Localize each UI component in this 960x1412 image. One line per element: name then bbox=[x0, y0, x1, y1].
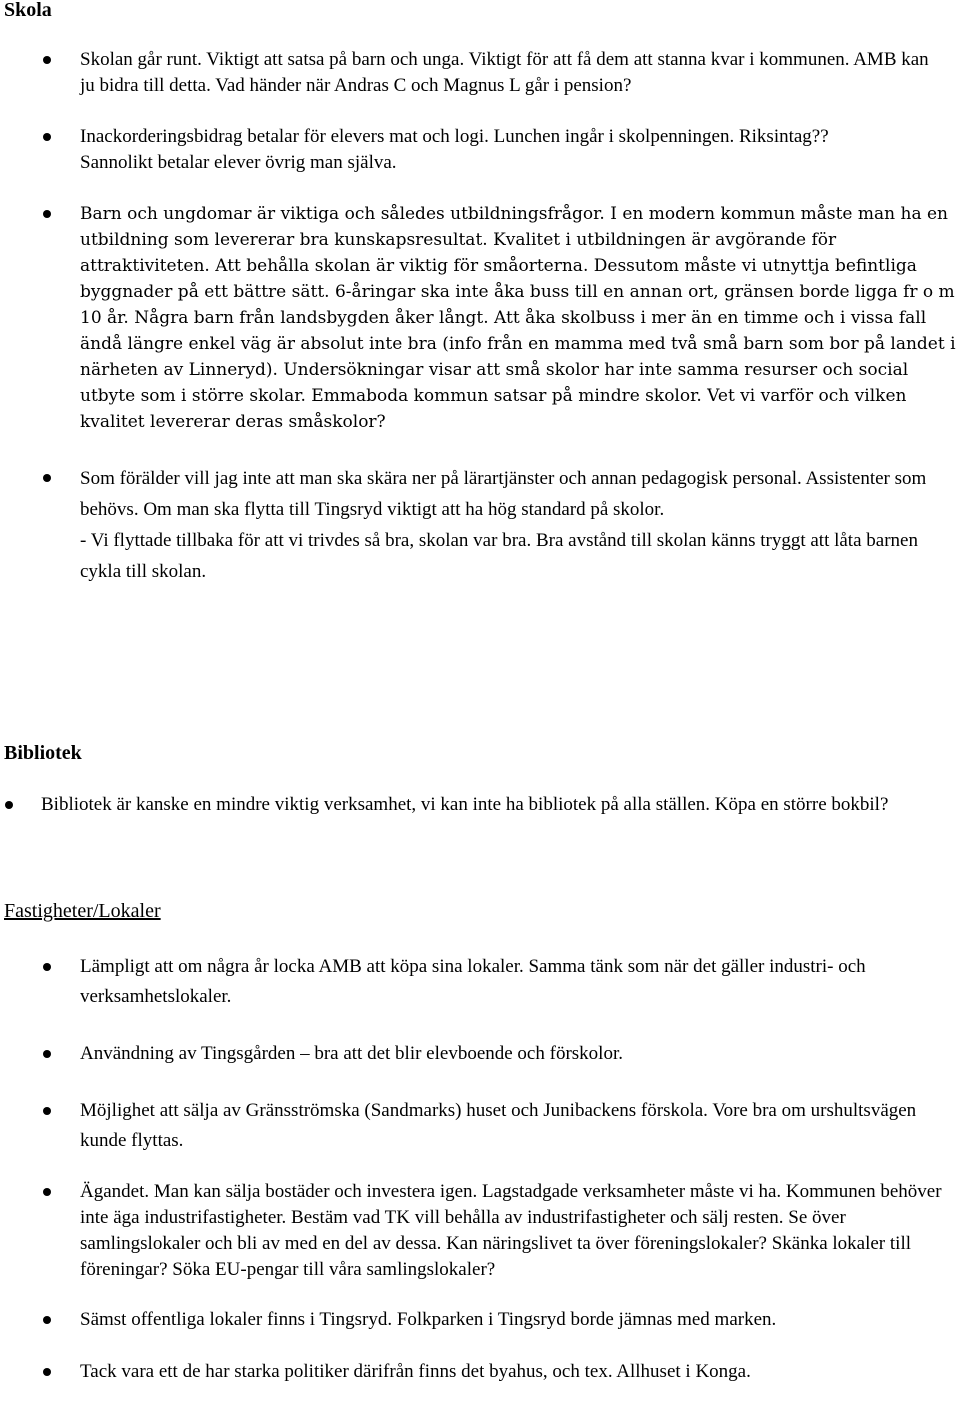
list-item bbox=[0, 1096, 960, 1156]
fastigheter-list bbox=[0, 952, 960, 1385]
bullet-icon bbox=[43, 1050, 51, 1058]
list-item-text: Sämst offentliga lokaler finns i Tingsryd. Folkparken i Tingsryd borde jämnas med marken. bbox=[80, 1309, 777, 1330]
bullet-icon bbox=[43, 1188, 51, 1196]
bullet-icon bbox=[43, 133, 51, 141]
list-item-text: Bibliotek är kanske en mindre viktig verksamhet, vi kan inte ha bibliotek på alla ställen. Köpa en större bokbil? bbox=[41, 794, 889, 815]
bullet-icon bbox=[43, 1316, 51, 1324]
list-item-text: Tack vara ett de har starka politiker därifrån finns det byahus, och tex. Allhuset i Konga. bbox=[80, 1361, 751, 1382]
list-item bbox=[0, 1039, 960, 1069]
list-item bbox=[0, 463, 960, 525]
bullet-icon bbox=[5, 801, 13, 809]
bibliotek-list bbox=[0, 792, 960, 818]
list-item-text: Som förälder vill jag inte att man ska skära ner på lärartjänster och annan pedagogisk personal. Assistenter som behövs. Om man ska flytta till Tingsryd viktigt att ha hög standard på skolor. bbox=[80, 468, 927, 520]
list-item bbox=[0, 792, 960, 818]
bullet-icon bbox=[43, 1107, 51, 1115]
heading-bibliotek: Bibliotek bbox=[4, 742, 82, 764]
list-item bbox=[0, 1359, 960, 1385]
skola-list bbox=[0, 47, 960, 587]
list-item-text: Skolan går runt. Viktigt att satsa på barn och unga. Viktigt för att få dem att stanna kvar i kommunen. AMB kan ju bidra till detta. Vad händer när Andras C och Magnus L går i pension? bbox=[80, 49, 929, 96]
heading-skola: Skola bbox=[4, 0, 52, 21]
list-item-text: Lämpligt att om några år locka AMB att köpa sina lokaler. Samma tänk som när det gäller industri- och verksamhetslokaler. bbox=[80, 956, 866, 1007]
list-item-text: Inackorderingsbidrag betalar för elevers mat och logi. Lunchen ingår i skolpenningen. Riksintag?? Sannolikt betalar elever övrig man själva. bbox=[80, 126, 829, 173]
list-item-text: - Vi flyttade tillbaka för att vi trivdes så bra, skolan var bra. Bra avstånd till skolan känns tryggt att låta barnen cykla till skolan. bbox=[80, 530, 918, 582]
list-item-text: Användning av Tingsgården – bra att det blir elevboende och förskolor. bbox=[80, 1043, 623, 1064]
bullet-icon bbox=[43, 1368, 51, 1376]
list-item-text: Möjlighet att sälja av Gränsströmska (Sandmarks) huset och Junibackens förskola. Vore bra om urshultsvägen kunde flyttas. bbox=[80, 1100, 917, 1151]
list-item bbox=[0, 201, 960, 435]
bullet-icon bbox=[43, 474, 51, 482]
list-item-text: Barn och ungdomar är viktiga och således utbildningsfrågor. I en modern kommun måste man ha en utbildning som levererar bra kunskapsresultat. Kvalitet i utbildningen är avgörande för attraktiviteten. Att behålla skolan är viktig för småorterna. Dessutom måste vi utnyttja befintliga byggnader på ett bättre sätt. 6-åringar ska inte åka buss till en annan ort, gränsen borde ligga fr o m 10 år. Några barn från landsbygden åker långt. Att åka skolbuss i mer än en timme och i vissa fall ändå längre enkel väg är absolut inte bra (info från en mamma med två små barn som bor på landet i närheten av Linneryd). Undersökningar visar att små skolor har inte samma resurser och social utbyte som i större skolar. Emmaboda kommun satsar på mindre skolor. Vet vi varför och vilken kvalitet levererar deras småskolor? bbox=[80, 204, 956, 432]
bullet-icon bbox=[43, 963, 51, 971]
list-item-text: Ägandet. Man kan sälja bostäder och investera igen. Lagstadgade verksamheter måste vi ha. Kommunen behöver inte äga industrifastigheter. Bestäm vad TK vill behålla av industrifastigheter och sälj resten. Se över samlingslokaler och bli av med en del av dessa. Kan näringslivet ta över föreningslokaler? Skänka lokaler till föreningar? Söka EU-pengar till våra samlingslokaler? bbox=[80, 1181, 942, 1280]
list-item bbox=[0, 124, 960, 176]
heading-fastigheter-lokaler: Fastigheter/Lokaler bbox=[4, 900, 161, 922]
bullet-icon bbox=[43, 56, 51, 64]
list-item bbox=[0, 1307, 960, 1333]
list-item bbox=[0, 952, 960, 1012]
list-item bbox=[0, 1179, 960, 1283]
list-item bbox=[0, 525, 960, 587]
list-item bbox=[0, 47, 960, 99]
bullet-icon bbox=[43, 210, 51, 218]
